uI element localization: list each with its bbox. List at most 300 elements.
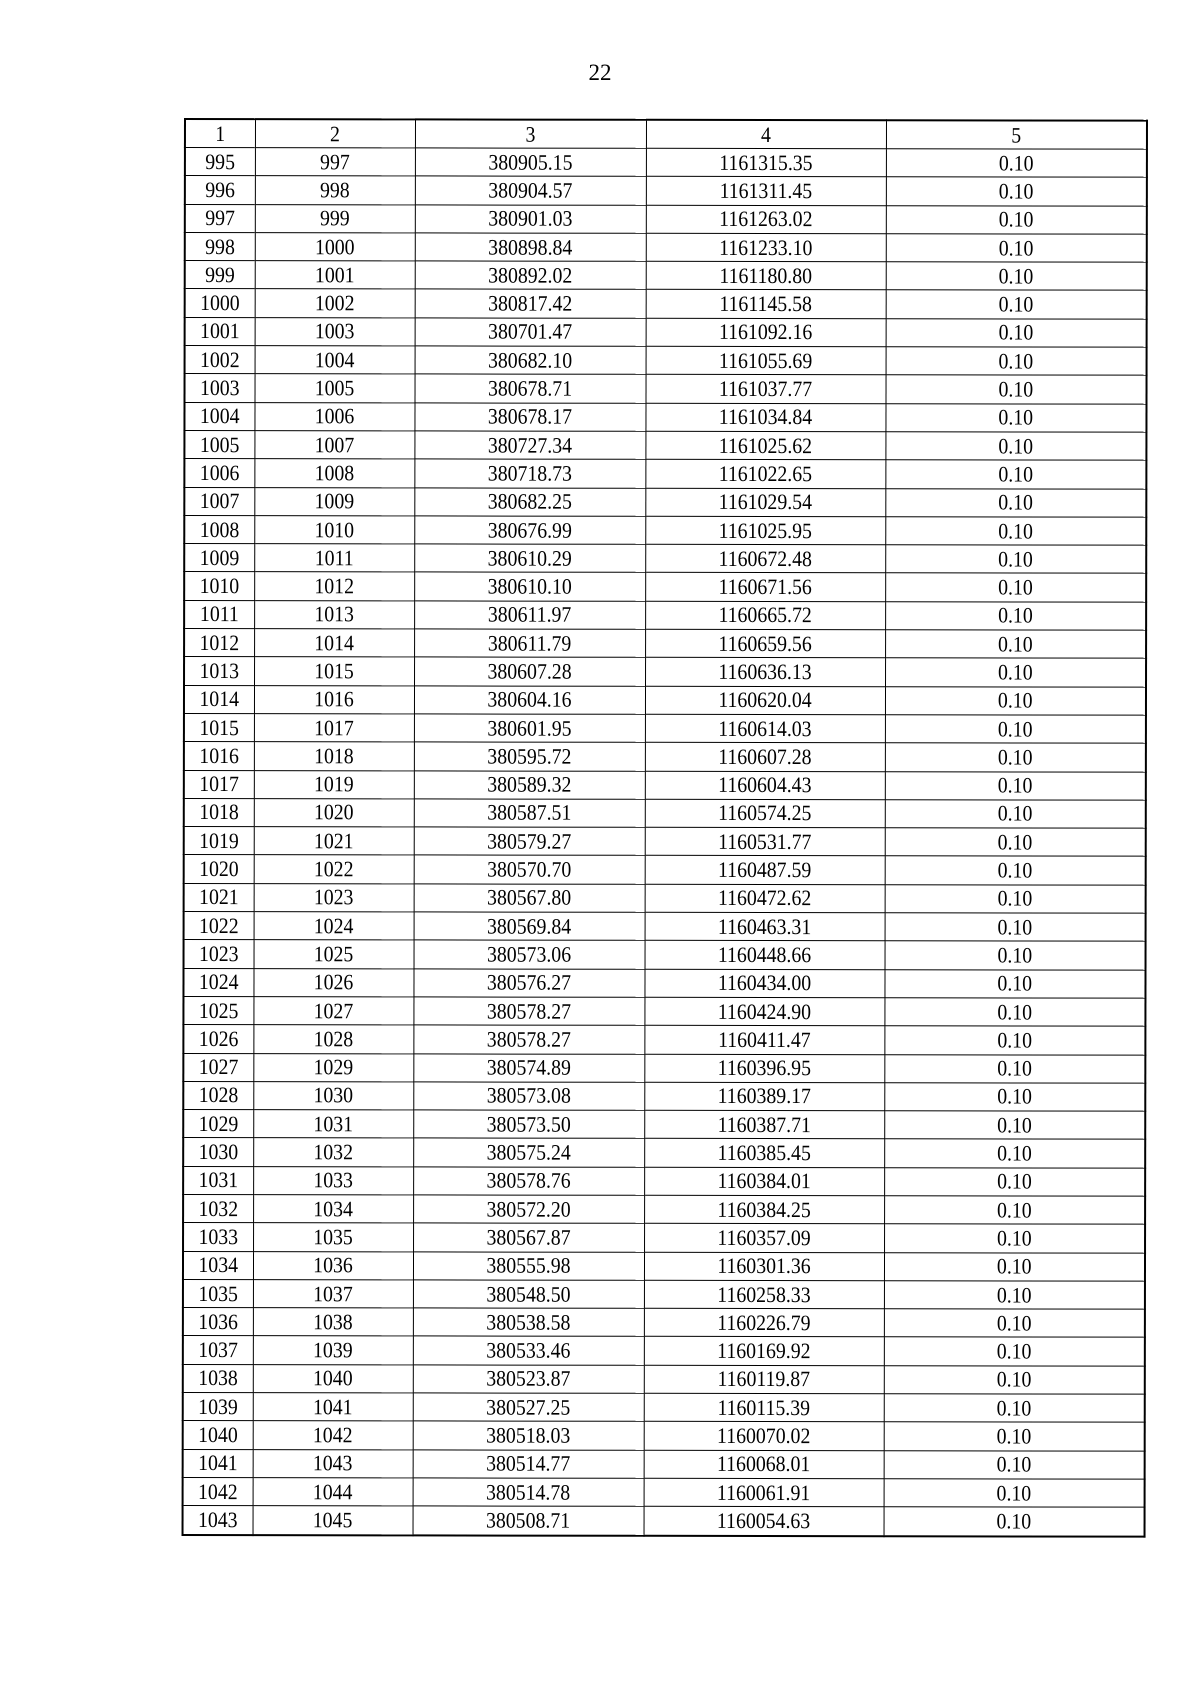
table-cell: 1039: [261, 1336, 405, 1365]
table-cell: 1001: [188, 317, 251, 345]
table-row: [184, 544, 1146, 574]
table-cell: 1161055.69: [658, 346, 874, 375]
table-cell: 380611.97: [426, 601, 634, 630]
table-cell: 1012: [188, 629, 251, 657]
table-cell: 380508.71: [424, 1506, 632, 1535]
table-row: [183, 1166, 1145, 1196]
table-cell: 1019: [187, 827, 250, 855]
table-cell: 1010: [188, 572, 251, 600]
table-cell: 1006: [188, 459, 251, 487]
table-cell: 0.10: [897, 1281, 1132, 1310]
table-row: [184, 912, 1146, 942]
table-cell: 380527.25: [424, 1393, 632, 1422]
table-cell: 1014: [187, 685, 250, 713]
table-cell: 380567.80: [425, 884, 633, 913]
table-cell: 1161311.45: [658, 177, 874, 206]
table-cell: 0.10: [898, 828, 1133, 857]
table-cell: 1040: [186, 1421, 249, 1449]
table-row: [184, 657, 1146, 687]
column-header: 5: [899, 120, 1134, 149]
table-row: [183, 1506, 1145, 1536]
table-cell: 380578.76: [425, 1167, 633, 1196]
table-cell: 1000: [263, 233, 407, 262]
table-cell: 1160574.25: [657, 799, 873, 828]
table-cell: 380817.42: [426, 289, 634, 318]
table-cell: 380518.03: [424, 1421, 632, 1450]
table-cell: 1011: [262, 544, 406, 573]
table-row: [184, 459, 1146, 489]
table-cell: 1003: [188, 374, 251, 402]
table-cell: 1160387.71: [656, 1110, 872, 1139]
table-cell: 0.10: [897, 1224, 1132, 1253]
table-cell: 1160614.03: [657, 714, 873, 743]
table-cell: 380523.87: [424, 1365, 632, 1394]
table-cell: 1161037.77: [658, 375, 874, 404]
table-cell: 1042: [261, 1421, 405, 1450]
table-cell: 1025: [262, 940, 406, 969]
table-cell: 1160384.25: [656, 1195, 872, 1224]
table-cell: 1019: [262, 770, 406, 799]
table-cell: 1035: [186, 1279, 249, 1307]
table-cell: 1008: [262, 459, 406, 488]
table-cell: 1017: [262, 714, 406, 743]
table-cell: 380601.95: [425, 714, 633, 743]
table-cell: 0.10: [897, 1196, 1132, 1225]
table-cell: 0.10: [897, 1507, 1132, 1536]
table-cell: 1030: [187, 1138, 250, 1166]
table-cell: 997: [188, 204, 251, 232]
table-row: [185, 176, 1147, 206]
table-cell: 1008: [188, 515, 251, 543]
table-row: [183, 968, 1145, 998]
table-cell: 1160226.79: [656, 1308, 872, 1337]
table-cell: 1160119.87: [656, 1365, 872, 1394]
table-cell: 1036: [261, 1251, 405, 1280]
table-cell: 1013: [188, 657, 251, 685]
table-cell: 1160054.63: [656, 1507, 872, 1536]
table-cell: 380575.24: [425, 1138, 633, 1167]
table-row: [183, 1251, 1145, 1281]
table-cell: 380572.20: [425, 1195, 633, 1224]
table-cell: 380905.15: [426, 148, 634, 177]
table-cell: 0.10: [899, 347, 1134, 376]
table-cell: 1021: [187, 883, 250, 911]
table-cell: 0.10: [899, 262, 1134, 291]
table-cell: 380901.03: [426, 205, 634, 234]
table-cell: 0.10: [897, 1450, 1132, 1479]
table-cell: 1037: [186, 1336, 249, 1364]
table-row: [184, 855, 1146, 885]
table-cell: 1009: [262, 487, 406, 516]
table-cell: 0.10: [898, 743, 1133, 772]
table-cell: 1160357.09: [656, 1224, 872, 1253]
table-row: [184, 798, 1146, 828]
table-cell: 0.10: [898, 658, 1133, 687]
table-row: [184, 487, 1146, 517]
table-cell: 380569.84: [425, 912, 633, 941]
table-cell: 1161025.95: [657, 516, 873, 545]
table-cell: 1026: [187, 1025, 250, 1053]
table-cell: 380555.98: [425, 1251, 633, 1280]
table-cell: 0.10: [899, 375, 1134, 404]
column-header: 4: [658, 120, 874, 149]
table-cell: 380573.06: [425, 940, 633, 969]
table-cell: 1029: [187, 1110, 250, 1138]
table-cell: 380533.46: [424, 1336, 632, 1365]
table-row: [183, 1336, 1145, 1366]
table-cell: 380570.70: [425, 855, 633, 884]
table-cell: 1041: [186, 1449, 249, 1477]
table-cell: 0.10: [899, 205, 1134, 234]
table-cell: 1028: [261, 1025, 405, 1054]
table-row: [185, 317, 1147, 347]
table-cell: 1015: [262, 657, 406, 686]
table-cell: 0.10: [897, 1394, 1132, 1423]
table-cell: 380589.32: [425, 770, 633, 799]
table-cell: 380682.25: [426, 487, 634, 516]
table-cell: 1161029.54: [657, 488, 873, 517]
table-cell: 1034: [186, 1251, 249, 1279]
table-row: [183, 1138, 1145, 1168]
table-cell: 0.10: [897, 1479, 1132, 1508]
table-cell: 1160448.66: [657, 941, 873, 970]
table-cell: 1160068.01: [656, 1450, 872, 1479]
table-cell: 380595.72: [425, 742, 633, 771]
page-number: 22: [588, 60, 612, 85]
table-cell: 1044: [261, 1478, 405, 1507]
table-cell: 1002: [188, 346, 251, 374]
table-row: [183, 1308, 1145, 1338]
table-header: [185, 119, 1147, 149]
table-cell: 380610.10: [426, 572, 634, 601]
table-cell: 1018: [187, 798, 250, 826]
table-cell: 0.10: [899, 149, 1134, 178]
table-row: [185, 374, 1147, 404]
table-cell: 1042: [186, 1477, 249, 1505]
table-cell: 0.10: [898, 771, 1133, 800]
table-cell: 998: [188, 232, 251, 260]
table-cell: 1015: [187, 713, 250, 741]
table-cell: 999: [263, 204, 407, 233]
table-row: [184, 827, 1146, 857]
table-cell: 380678.17: [426, 403, 634, 432]
table-cell: 380676.99: [426, 516, 634, 545]
table-cell: 1001: [263, 261, 407, 290]
table-cell: 1161233.10: [658, 233, 874, 262]
table-cell: 380576.27: [425, 969, 633, 998]
table-cell: 1043: [261, 1449, 405, 1478]
table-cell: 1017: [187, 770, 250, 798]
table-cell: 1010: [262, 515, 406, 544]
table-cell: 0.10: [899, 177, 1134, 206]
table-cell: 380898.84: [426, 233, 634, 262]
table-cell: 380514.78: [424, 1478, 632, 1507]
table-cell: 0.10: [897, 1111, 1132, 1140]
table-cell: 380514.77: [424, 1450, 632, 1479]
table-cell: 380701.47: [426, 318, 634, 347]
table-cell: 1160671.56: [657, 573, 873, 602]
table-cell: 1012: [262, 572, 406, 601]
table-cell: 380548.50: [424, 1280, 632, 1309]
table-row: [184, 600, 1146, 630]
table-cell: 0.10: [898, 969, 1133, 998]
table-cell: 0.10: [898, 488, 1133, 517]
table-cell: 1160424.90: [656, 997, 872, 1026]
table-cell: 380567.87: [425, 1223, 633, 1252]
table-cell: 380578.27: [425, 1025, 633, 1054]
table-cell: 1014: [262, 629, 406, 658]
table-cell: 1000: [188, 289, 251, 317]
table-cell: 1039: [186, 1393, 249, 1421]
table-row: [184, 430, 1146, 460]
table-cell: 1160659.56: [657, 629, 873, 658]
table-row: [185, 289, 1147, 319]
table-cell: 1160636.13: [657, 658, 873, 687]
table-cell: 1020: [187, 855, 250, 883]
table-cell: 0.10: [897, 1366, 1132, 1395]
table-cell: 1034: [261, 1195, 405, 1224]
table-cell: 1033: [261, 1166, 405, 1195]
column-header: 2: [263, 119, 407, 148]
table-row: [185, 148, 1147, 178]
table-cell: 1161092.16: [658, 318, 874, 347]
table-cell: 1028: [187, 1081, 250, 1109]
table-cell: 1038: [261, 1308, 405, 1337]
table-cell: 0.10: [898, 432, 1133, 461]
table-cell: 1043: [186, 1506, 249, 1535]
table-cell: 1160665.72: [657, 601, 873, 630]
table-cell: 0.10: [898, 941, 1133, 970]
table-cell: 1027: [187, 1053, 250, 1081]
table-row: [183, 1110, 1145, 1140]
table-cell: 380573.50: [425, 1110, 633, 1139]
table-cell: 380604.16: [426, 686, 634, 715]
table-cell: 1011: [188, 600, 251, 628]
table-cell: 1160070.02: [656, 1422, 872, 1451]
table-cell: 1026: [261, 968, 405, 997]
table-cell: 1160604.43: [657, 771, 873, 800]
table-cell: 0.10: [898, 800, 1133, 829]
table-cell: 0.10: [899, 290, 1134, 319]
table-cell: 1160487.59: [657, 856, 873, 885]
table-cell: 1161315.35: [658, 148, 874, 177]
table-cell: 1025: [187, 996, 250, 1024]
table-cell: 0.10: [898, 913, 1133, 942]
table-cell: 380587.51: [425, 799, 633, 828]
table-cell: 0.10: [898, 460, 1133, 489]
table-cell: 1033: [187, 1223, 250, 1251]
table-row: [183, 1053, 1145, 1083]
table-row: [184, 940, 1146, 970]
table-cell: 997: [263, 148, 407, 177]
table-row: [184, 629, 1146, 659]
table-row: [184, 572, 1146, 602]
table-cell: 1160411.47: [656, 1026, 872, 1055]
table-row: [183, 1194, 1145, 1224]
table-cell: 1160169.92: [656, 1337, 872, 1366]
table-cell: 0.10: [897, 1309, 1132, 1338]
table-row: [183, 1279, 1145, 1309]
table-cell: 0.10: [899, 319, 1134, 348]
table-cell: 1035: [261, 1223, 405, 1252]
table-cell: 1006: [262, 402, 406, 431]
table-cell: 1005: [263, 374, 407, 403]
table-cell: 1161025.62: [657, 431, 873, 460]
table-cell: 998: [263, 176, 407, 205]
table-cell: 996: [188, 176, 251, 204]
table-cell: 0.10: [898, 517, 1133, 546]
table-cell: 0.10: [898, 884, 1133, 913]
table-cell: 1021: [262, 827, 406, 856]
table-cell: 1020: [262, 798, 406, 827]
table-cell: 380578.27: [425, 997, 633, 1026]
table-cell: 1024: [262, 912, 406, 941]
table-row: [184, 685, 1146, 715]
table-row: [183, 1421, 1145, 1451]
table-cell: 0.10: [899, 234, 1134, 263]
table-cell: 0.10: [897, 998, 1132, 1027]
table-cell: 380682.10: [426, 346, 634, 375]
table-cell: 1160672.48: [657, 544, 873, 573]
table-row: [185, 204, 1147, 234]
table-cell: 1161022.65: [657, 460, 873, 489]
table-cell: 1004: [263, 346, 407, 375]
table-row: [184, 402, 1146, 432]
table-row: [184, 742, 1146, 772]
table-cell: 1037: [261, 1280, 405, 1309]
table-cell: 0.10: [897, 1167, 1132, 1196]
table-cell: 1160061.91: [656, 1478, 872, 1507]
table-cell: 1013: [262, 600, 406, 629]
table-cell: 1160396.95: [656, 1054, 872, 1083]
table-cell: 380573.08: [425, 1082, 633, 1111]
table-row: [183, 1477, 1145, 1507]
table-row: [183, 1393, 1145, 1423]
table-row: [183, 996, 1145, 1026]
table-cell: 1160463.31: [657, 912, 873, 941]
table-cell: 0.10: [898, 545, 1133, 574]
table-cell: 1040: [261, 1364, 405, 1393]
table-cell: 0.10: [897, 1083, 1132, 1112]
table-cell: 1023: [187, 940, 250, 968]
table-row: [185, 232, 1147, 262]
table-cell: 1024: [187, 968, 250, 996]
table-cell: 999: [188, 261, 251, 289]
table-row: [184, 883, 1146, 913]
table-cell: 1005: [188, 430, 251, 458]
table-cell: 1029: [261, 1053, 405, 1082]
table-cell: 0.10: [898, 601, 1133, 630]
table-cell: 1160115.39: [656, 1393, 872, 1422]
table-cell: 0.10: [897, 1054, 1132, 1083]
table-cell: 1160620.04: [657, 686, 873, 715]
table-cell: 1038: [186, 1364, 249, 1392]
table-cell: 1161145.58: [658, 290, 874, 319]
table-cell: 0.10: [898, 630, 1133, 659]
table-cell: 1027: [261, 997, 405, 1026]
table-cell: 1160258.33: [656, 1280, 872, 1309]
table-cell: 0.10: [897, 1026, 1132, 1055]
column-header: 1: [188, 119, 251, 148]
table-cell: 1160385.45: [656, 1139, 872, 1168]
table-cell: 380678.71: [426, 374, 634, 403]
table-cell: 0.10: [898, 715, 1133, 744]
table-cell: 380607.28: [426, 657, 634, 686]
table-cell: 1022: [262, 855, 406, 884]
coordinates-table: [182, 118, 1148, 1537]
table-cell: 1002: [263, 289, 407, 318]
table-cell: 0.10: [898, 573, 1133, 602]
table-cell: 380611.79: [426, 629, 634, 658]
table-cell: 0.10: [897, 1337, 1132, 1366]
table-cell: 1045: [261, 1506, 405, 1535]
table-cell: 1030: [261, 1081, 405, 1110]
table-cell: 1016: [262, 685, 406, 714]
table-body: [183, 148, 1147, 1537]
table-cell: 1160531.77: [657, 827, 873, 856]
table-cell: 380610.29: [426, 544, 634, 573]
table-row: [184, 515, 1146, 545]
table-cell: 0.10: [898, 856, 1133, 885]
table-row: [183, 1364, 1145, 1394]
table-row: [183, 1081, 1145, 1111]
table-cell: 0.10: [898, 686, 1133, 715]
table-cell: 1009: [188, 544, 251, 572]
table-cell: 380904.57: [426, 176, 634, 205]
table-cell: 1007: [262, 431, 406, 460]
header-row: [185, 119, 1147, 149]
table-cell: 995: [188, 148, 251, 176]
table-cell: 1160434.00: [656, 969, 872, 998]
table-row: [183, 1025, 1145, 1055]
table-cell: 1160472.62: [657, 884, 873, 913]
table-row: [183, 1449, 1145, 1479]
table-cell: 1022: [187, 912, 250, 940]
table-cell: 1004: [188, 402, 251, 430]
table-cell: 380538.58: [424, 1308, 632, 1337]
table-row: [185, 346, 1147, 376]
table-cell: 1160607.28: [657, 743, 873, 772]
table-cell: 0.10: [897, 1422, 1132, 1451]
table-row: [184, 713, 1146, 743]
table-cell: 0.10: [899, 403, 1134, 432]
table-row: [185, 261, 1147, 291]
table-cell: 0.10: [897, 1139, 1132, 1168]
table-row: [183, 1223, 1145, 1253]
table-cell: 1161034.84: [657, 403, 873, 432]
table-cell: 1032: [261, 1138, 405, 1167]
table-cell: 380574.89: [425, 1053, 633, 1082]
table-cell: 1041: [261, 1393, 405, 1422]
table-cell: 1007: [188, 487, 251, 515]
table-cell: 1161263.02: [658, 205, 874, 234]
table-cell: 380718.73: [426, 459, 634, 488]
table-cell: 1160384.01: [656, 1167, 872, 1196]
table-cell: 380579.27: [425, 827, 633, 856]
table-cell: 1036: [186, 1308, 249, 1336]
table-cell: 1161180.80: [658, 262, 874, 291]
table-cell: 1160301.36: [656, 1252, 872, 1281]
table-cell: 1018: [262, 742, 406, 771]
table-row: [184, 770, 1146, 800]
table-cell: 1031: [261, 1110, 405, 1139]
table-cell: 1023: [262, 883, 406, 912]
table-cell: 380727.34: [426, 431, 634, 460]
column-header: 3: [426, 119, 634, 148]
table-cell: 1031: [187, 1166, 250, 1194]
table-cell: 1160389.17: [656, 1082, 872, 1111]
table-cell: 1016: [187, 742, 250, 770]
